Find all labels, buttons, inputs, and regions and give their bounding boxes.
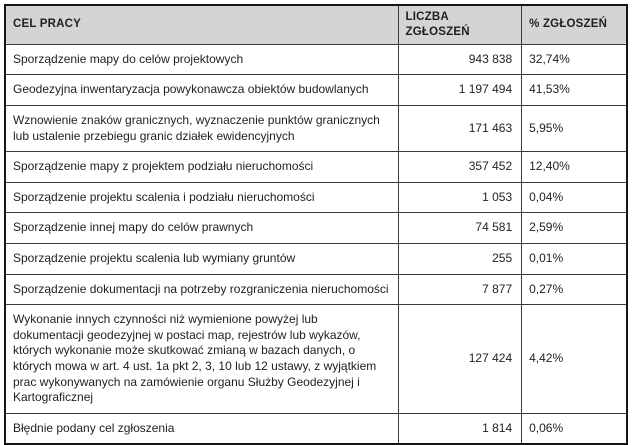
cell-cel-pracy: Wznowienie znaków granicznych, wyznaczenie punktów granicznych lub ustalenie przebiegu granic działek ewidencyjnych	[5, 106, 398, 152]
cell-liczba-zgloszen: 127 424	[398, 305, 522, 414]
table-row	[5, 75, 627, 106]
table-header-row	[5, 5, 627, 44]
cell-procent-zgloszen: 5,95%	[522, 106, 627, 152]
cell-procent-zgloszen: 12,40%	[522, 152, 627, 183]
cell-liczba-zgloszen: 357 452	[398, 152, 522, 183]
table-body	[5, 44, 627, 444]
work-purpose-submissions-table	[4, 4, 628, 445]
cell-liczba-zgloszen: 74 581	[398, 213, 522, 244]
cell-cel-pracy: Sporządzenie innej mapy do celów prawnych	[5, 213, 398, 244]
cell-cel-pracy: Sporządzenie projektu scalenia lub wymiany gruntów	[5, 244, 398, 275]
cell-liczba-zgloszen: 171 463	[398, 106, 522, 152]
table-row	[5, 274, 627, 305]
header-liczba-zgloszen: LICZBA ZGŁOSZEŃ	[398, 5, 522, 44]
cell-cel-pracy: Geodezyjna inwentaryzacja powykonawcza obiektów budowlanych	[5, 75, 398, 106]
cell-cel-pracy: Sporządzenie projektu scalenia i podziału nieruchomości	[5, 182, 398, 213]
cell-cel-pracy: Wykonanie innych czynności niż wymienione powyżej lub dokumentacji geodezyjnej w postaci map, rejestrów lub wykazów, których wykonanie może skutkować zmianą w bazach danych, o których mowa w art. 4 ust. 1a pkt 2, 3, 10 lub 12 ustawy, z wyjątkiem prac wykonywanych na zamówienie organu Służby Geodezyjnej i Kartograficznej	[5, 305, 398, 414]
cell-liczba-zgloszen: 7 877	[398, 274, 522, 305]
cell-cel-pracy: Błędnie podany cel zgłoszenia	[5, 413, 398, 444]
cell-procent-zgloszen: 0,06%	[522, 413, 627, 444]
cell-liczba-zgloszen: 1 814	[398, 413, 522, 444]
header-procent-zgloszen: % ZGŁOSZEŃ	[522, 5, 627, 44]
cell-procent-zgloszen: 32,74%	[522, 44, 627, 75]
table-row	[5, 182, 627, 213]
cell-procent-zgloszen: 0,01%	[522, 244, 627, 275]
cell-liczba-zgloszen: 943 838	[398, 44, 522, 75]
cell-liczba-zgloszen: 1 197 494	[398, 75, 522, 106]
table-row	[5, 413, 627, 444]
header-cel-pracy: CEL PRACY	[5, 5, 398, 44]
cell-liczba-zgloszen: 1 053	[398, 182, 522, 213]
table-row	[5, 44, 627, 75]
table-row	[5, 305, 627, 414]
cell-procent-zgloszen: 2,59%	[522, 213, 627, 244]
table-row	[5, 213, 627, 244]
table-row	[5, 244, 627, 275]
cell-procent-zgloszen: 0,04%	[522, 182, 627, 213]
table-row	[5, 106, 627, 152]
cell-procent-zgloszen: 41,53%	[522, 75, 627, 106]
cell-cel-pracy: Sporządzenie mapy z projektem podziału nieruchomości	[5, 152, 398, 183]
cell-liczba-zgloszen: 255	[398, 244, 522, 275]
table-row	[5, 152, 627, 183]
cell-cel-pracy: Sporządzenie mapy do celów projektowych	[5, 44, 398, 75]
cell-cel-pracy: Sporządzenie dokumentacji na potrzeby rozgraniczenia nieruchomości	[5, 274, 398, 305]
cell-procent-zgloszen: 0,27%	[522, 274, 627, 305]
cell-procent-zgloszen: 4,42%	[522, 305, 627, 414]
